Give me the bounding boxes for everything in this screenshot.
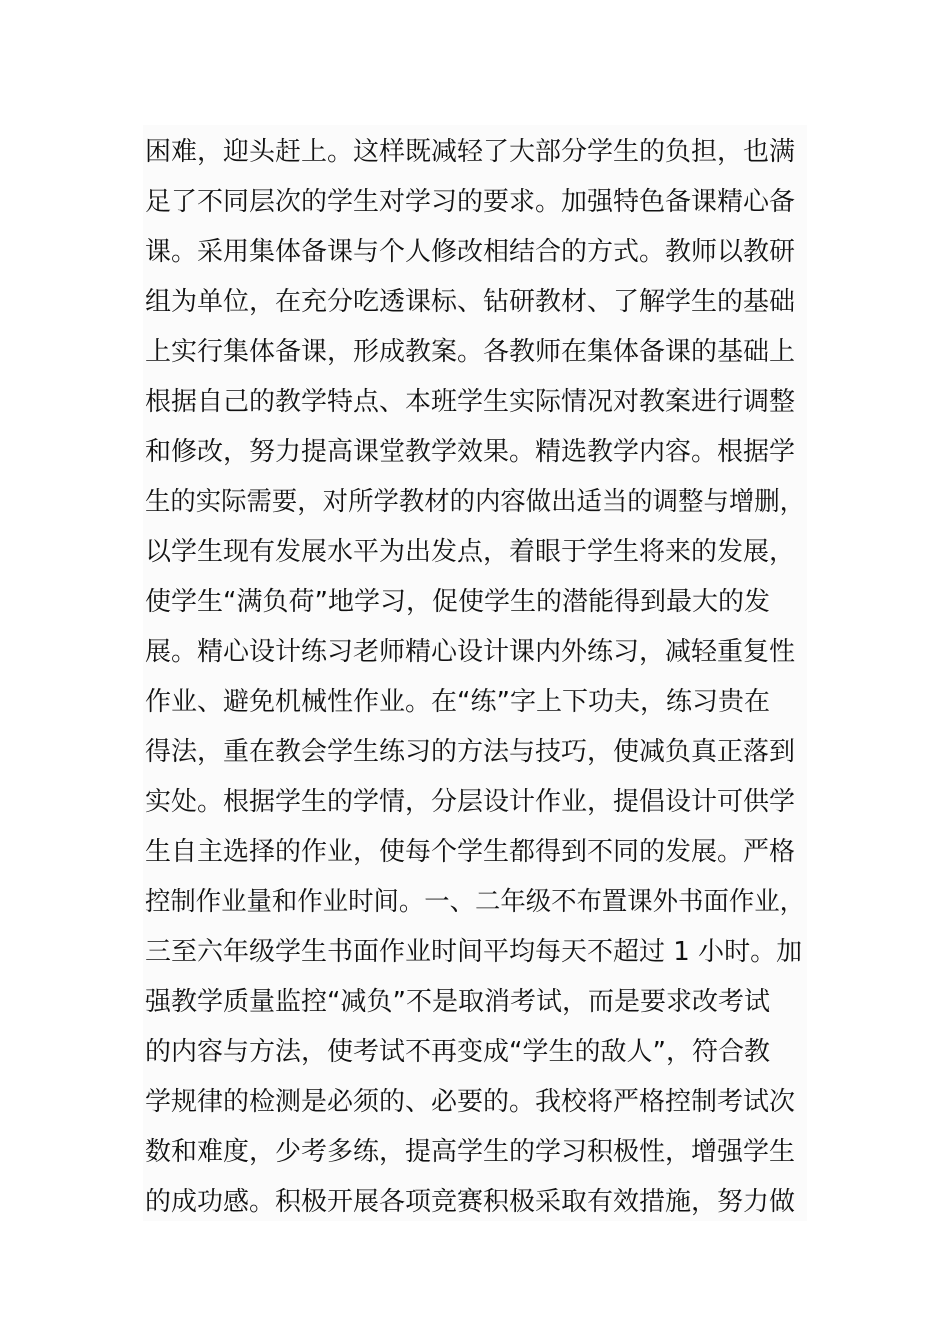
text-line: 控制作业量和作业时间。一、二年级不布置课外书面作业， <box>145 887 805 917</box>
text-line: 实处。根据学生的学情，分层设计作业，提倡设计可供学 <box>145 787 796 817</box>
text-line: 三至六年级学生书面作业时间平均每天不超过 1 小时。加 <box>145 937 803 967</box>
text-line: 数和难度，少考多练，提高学生的学习积极性，增强学生 <box>145 1137 796 1167</box>
text-line: 的成功感。积极开展各项竞赛积极采取有效措施，努力做 <box>145 1187 796 1217</box>
text-line: 组为单位，在充分吃透课标、钻研教材、了解学生的基础 <box>145 287 796 317</box>
text-line: 得法，重在教会学生练习的方法与技巧，使减负真正落到 <box>145 737 796 767</box>
text-line: 课。采用集体备课与个人修改相结合的方式。教师以教研 <box>145 237 796 267</box>
text-line: 根据自己的教学特点、本班学生实际情况对教案进行调整 <box>145 387 796 417</box>
text-line: 和修改，努力提高课堂教学效果。精选教学内容。根据学 <box>145 437 796 467</box>
document-text-block <box>143 125 807 1221</box>
text-line: 生的实际需要，对所学教材的内容做出适当的调整与增删， <box>145 487 805 517</box>
text-line: 作业、避免机械性作业。在“练”字上下功夫，练习贵在 <box>145 687 770 717</box>
text-line: 展。精心设计练习老师精心设计课内外练习，减轻重复性 <box>145 637 796 667</box>
text-line: 生自主选择的作业，使每个学生都得到不同的发展。严格 <box>145 837 796 867</box>
text-line: 上实行集体备课，形成教案。各教师在集体备课的基础上 <box>145 337 796 367</box>
text-line: 强教学质量监控“减负”不是取消考试，而是要求改考试 <box>145 987 770 1017</box>
text-line: 的内容与方法，使考试不再变成“学生的敌人”，符合教 <box>145 1037 770 1067</box>
text-line: 困难，迎头赶上。这样既减轻了大部分学生的负担，也满 <box>145 137 796 167</box>
text-line: 足了不同层次的学生对学习的要求。加强特色备课精心备 <box>145 187 796 217</box>
text-line: 学规律的检测是必须的、必要的。我校将严格控制考试次 <box>145 1087 796 1117</box>
text-line: 以学生现有发展水平为出发点，着眼于学生将来的发展， <box>145 537 796 567</box>
text-line: 使学生“满负荷”地学习，促使学生的潜能得到最大的发 <box>145 587 770 617</box>
